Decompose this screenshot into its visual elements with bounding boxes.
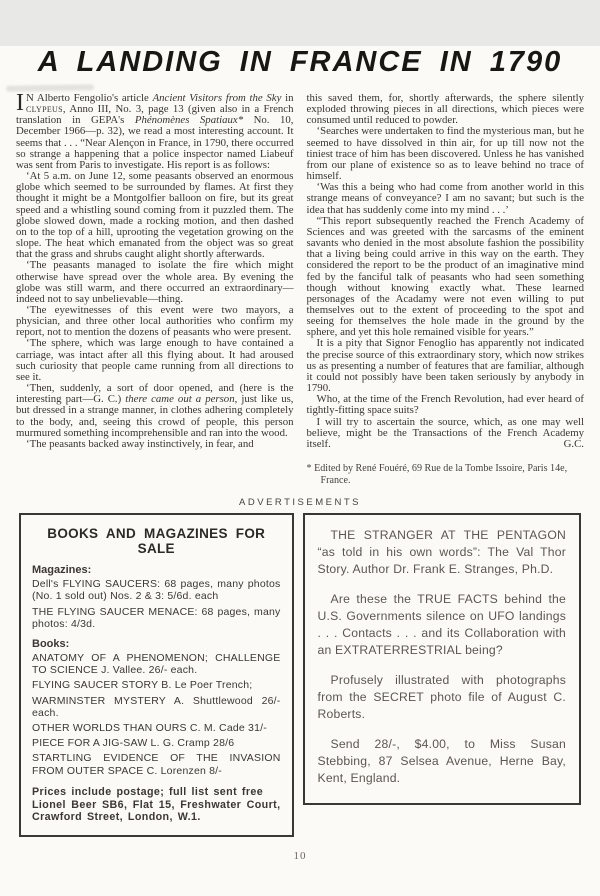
article-paragraph: “This report subsequently reached the French Academy of Sciences and was greeted with the sarcasms of the eminent savants who denied in the most absolute fashion the possibility that a living being could arrive in this way on the earth. They considered the report to be the product of an imaginative mind fed by the fanciful talk of peasants who had seen something though without knowing exactly what. These learned personages of the Acadamy were not even willing to put themselves out to the extent of proceeding to the spot and seeing for themselves the hole made in the ground by the sphere, and yet this hole remained visible for years.” [306,214,584,339]
pentagon-ad-box [303,513,582,805]
footnote: * Edited by René Fouéré, 69 Rue de la Tombe Issoire, Paris 14e, France. [306,463,568,486]
article-paragraph: ‘The peasants backed away instinctively, in fear, and [26,437,254,450]
article-paragraph: I will try to ascertain the source, which, as one may well believe, might be the Transactions of the French Academy itself. G.C. [306,415,584,450]
magazines-heading: Magazines: [32,564,92,577]
magazine-item: Dell's FLYING SAUCERS: 68 pages, many photos (No. 1 sold out) Nos. 2 & 3: 5/6d. each [32,578,281,603]
pentagon-ad-paragraph: Are these the TRUE FACTS behind the U.S. Governments silence on UFO landings . . . Contacts . . . and its Collaboration with an EXTRATERRESTRIAL being? [317,592,566,658]
footer-line: Prices include postage; full list sent free [32,785,264,798]
magazine-page [0,46,600,896]
book-item: ANATOMY OF A PHENOMENON; CHALLENGE TO SCIENCE J. Vallee. 26/- each. [32,652,281,677]
article-paragraph: ‘Then, suddenly, a sort of door opened, and (here is the interesting part—G. C.) there came out a person, just like us, but dressed in a strange manner, in clothes adhering completely to the body, and, seeing this crowd of people, this person murmured something incomprehensible and ran into the wood. [16,382,294,439]
article-column-left [16,90,294,486]
article-paragraph: ‘Was this a being who had come from another world in this strange means of conveyance? I am no savant; but such is the idea that has suddenly come into my mind . . .’ [306,181,584,216]
author-initials: G.C. [563,437,584,450]
books-heading: Books: [32,638,70,650]
advertisements-label: ADVERTISEMENTS [239,497,361,509]
page-number: 10 [293,850,307,863]
advertisements-section [0,513,600,837]
book-item: FLYING SAUCER STORY B. Le Poer Trench; [32,679,253,692]
article-paragraph: I N Alberto Fengolio's article Ancient Visitors from the Sky in clypeus, Anno III, No. 3, page 13 (given also in a French translation in GEPA's Phénomènes Spatiaux* No. 10, December 1966—p. 32), we read a most interesting account. It seems that . . . “Near Alençon in France, in 1790, there occurred so strange a happening that a police inspector named Liabeuf was sent from Paris to investigate. His report is as follows: [16,90,294,171]
book-item: STARTLING EVIDENCE OF THE INVASION FROM OUTER SPACE C. Lorenzen 8/- [32,752,281,777]
article-paragraph: ‘Searches were undertaken to find the mysterious man, but he seemed to have dissolved in thin air, for up till now not the tiniest trace of him has been discovered. Unless he has vanished from our plane of existence so as to leave behind no trace of himself. [306,125,584,183]
book-item: PIECE FOR A JIG-SAW L. G. Cramp 28/6 [32,737,235,750]
article-body [0,90,600,486]
books-ad-footer [32,786,281,824]
article-paragraph: ‘The eyewitnesses of this event were two mayors, a physician, and three other local authorities who confirm my report, not to mention the dozens of peasants who were present. [16,303,294,339]
magazine-item: THE FLYING SAUCER MENACE: 68 pages, many photos: 4/3d. [32,605,281,630]
books-ad-title: BOOKS AND MAGAZINES FOR SALE [47,526,266,557]
article-paragraph: ‘At 5 a.m. on June 12, some peasants observed an enormous globe which seemed to be surrounded by flames. At first they thought it might be a Montgolfier balloon on fire, but its great speed and a whistling sound coming from it puzzled them. The globe slowed down, made a rocking motion, and then dashed on to the top of a hill, uprooting the vegetation growing on the slope. The heat which emanated from the object was so great that the grass and shrubs caught alight shortly afterwards. [16,170,294,261]
book-item: OTHER WORLDS THAN OURS C. M. Cade 31/- [32,722,267,735]
drop-cap: I [16,90,24,116]
books-ad-box [19,513,294,837]
page-title: A LANDING IN FRANCE IN 1790 [37,46,563,78]
article-paragraph: this saved them, for, shortly afterwards, the sphere silently exploded throwing pieces in all directions, which pieces were consumed until reduced to powder. [306,92,584,127]
magazines-list [32,578,281,630]
book-item: WARMINSTER MYSTERY A. Shuttlewood 26/- each. [32,694,281,719]
article-paragraph: ‘The sphere, which was large enough to have contained a carriage, was intact after all this flying about. It had aroused such curiosity that people came running from all directions to see it. [16,337,294,383]
pentagon-ad-paragraph: Profusely illustrated with photographs from the SECRET photo file of August C. Roberts. [317,673,566,722]
article-column-right [307,93,585,486]
pentagon-ad-paragraph: Send 28/-, $4.00, to Miss Susan Stebbing, 87 Selsea Avenue, Herne Bay, Kent, England. [317,737,566,786]
article-paragraph: ‘The peasants managed to isolate the fire which might otherwise have spread over the whole area. By evening the globe was still warm, and there occurred an extraordinary—indeed not to say unbelievable—thing. [16,259,294,305]
pentagon-ad-paragraph: THE STRANGER AT THE PENTAGON “as told in his own words”: The Val Thor Story. Author Dr. Frank E. Stranges, Ph.D. [317,528,566,577]
article-paragraph: Who, at the time of the French Revolution, had ever heard of tightly-fitting space suits? [306,393,584,417]
books-list [32,652,281,777]
footer-line: Lionel Beer SB6, Flat 15, Freshwater Court, Crawford Street, London, W.1. [32,798,281,824]
article-paragraph: It is a pity that Signor Fenoglio has apparently not indicated the precise source of this extraordinary story, which now strikes us as presenting a number of features that are familiar, although it could not possibly have been taken seriously by anybody in 1790. [306,337,584,395]
